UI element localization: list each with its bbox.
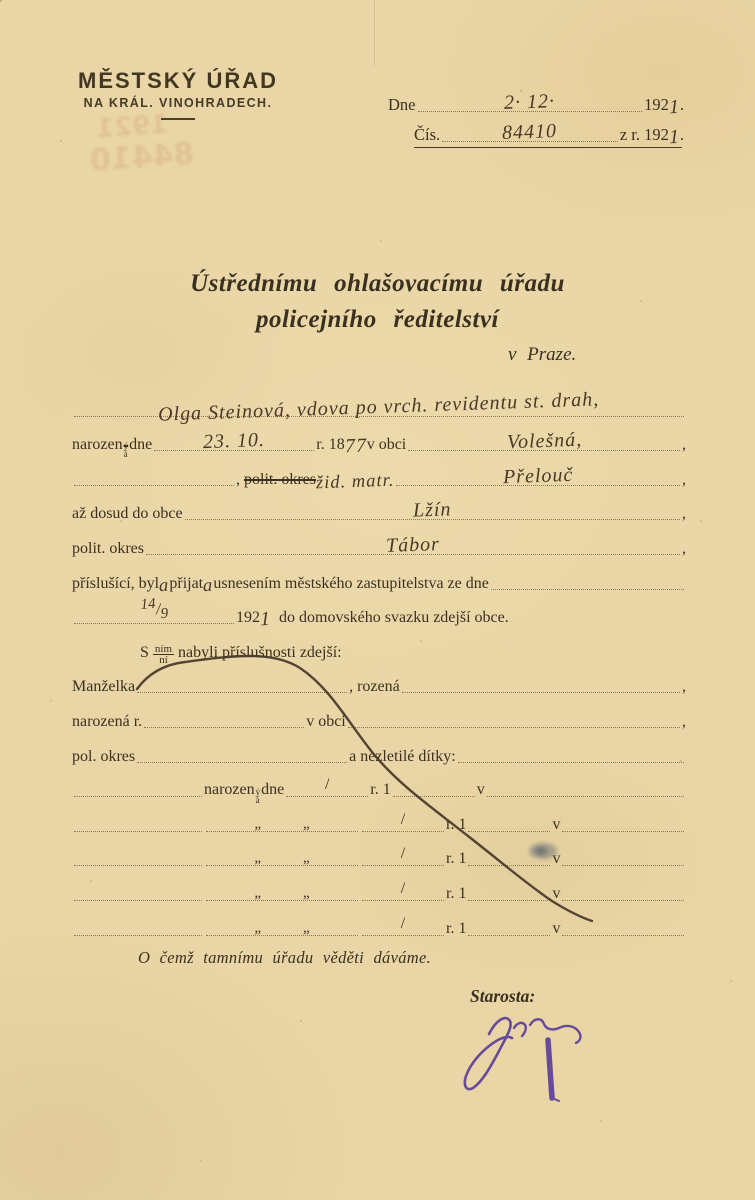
child-year-dotted <box>393 796 475 797</box>
decision-month: 9 <box>159 605 169 622</box>
ditto-cell <box>206 850 358 866</box>
wife-birth-year-dotted <box>144 727 304 728</box>
comma: , <box>682 539 686 557</box>
year-printed: 192 <box>644 95 669 114</box>
ghost-stamp-number: 84410 <box>88 136 196 179</box>
date-period: . <box>679 95 684 114</box>
ditto-cell <box>206 885 358 901</box>
birth-date-handwritten: 23. 10. <box>202 429 266 454</box>
ditto-mark: „ <box>303 815 310 832</box>
born-dne-label: dne <box>129 436 153 454</box>
child-year-dotted <box>468 831 550 832</box>
closing-sentence: O čemž tamnímu úřadu věděti dáváme. <box>138 947 432 967</box>
child-year-dotted <box>468 865 550 866</box>
resolution-text2: přijat <box>169 574 204 592</box>
signature-stroke-4 <box>548 1040 552 1098</box>
wife-birth-line <box>72 697 686 732</box>
district-handwritten: Přelouč <box>502 463 574 489</box>
district-dotted-mid <box>396 463 680 489</box>
form-body <box>72 386 686 968</box>
decision-date-handwritten <box>140 595 169 624</box>
wife-vobci-label: v obci <box>306 712 346 730</box>
decision-rest: do domovského svazku zdejší obce. <box>279 609 509 627</box>
zr-handwritten: 1 <box>668 125 681 149</box>
child-place-dotted <box>562 865 684 866</box>
comma: , <box>682 505 686 523</box>
ditto-mark: „ <box>303 919 310 936</box>
child-row-4 <box>72 870 686 905</box>
district-dotted-left <box>74 485 234 486</box>
polit-district-handwritten: Tábor <box>385 533 441 557</box>
file-number-handwritten: 84410 <box>502 120 558 144</box>
resolution-dotted <box>491 589 684 590</box>
polit-district-dotted <box>146 534 680 555</box>
signature-stroke-5 <box>552 1098 559 1101</box>
comma: , <box>682 470 686 488</box>
child-row-1 <box>72 767 686 806</box>
child-place-label: v <box>552 884 561 902</box>
decision-date-dotted <box>74 596 234 625</box>
resolution-line1 <box>72 559 686 594</box>
mayor-label: Starosta: <box>470 986 536 1006</box>
ditto-mark: „ <box>254 850 261 867</box>
child-place-dotted <box>562 900 684 901</box>
date-slash: / <box>400 914 406 932</box>
residence-line <box>72 490 686 525</box>
child-date-dotted <box>362 811 444 832</box>
child-dotted-a <box>74 935 202 936</box>
date-slash: / <box>400 845 406 863</box>
vobci-label: v obci <box>366 436 407 454</box>
child-place-label: v <box>552 850 561 868</box>
fold-crease <box>374 0 376 66</box>
born-suffix-male: ý <box>123 441 129 452</box>
birth-place-handwritten: Volešná, <box>506 428 583 454</box>
comma: , <box>682 436 686 454</box>
child-date-dotted <box>362 880 444 901</box>
ditto-mark: „ <box>303 884 310 901</box>
resolution-text3: usnesením městského zastupitelstva ze dne <box>213 574 489 592</box>
birth-year-label: r. 18 <box>316 436 345 454</box>
children-label: a nezletilé dítky: <box>349 747 456 765</box>
signature-stroke-2 <box>514 1023 526 1036</box>
wife-district-label: pol. okres <box>72 747 136 765</box>
date-slash: / <box>325 776 330 794</box>
snim-gender-options <box>153 644 174 665</box>
child-dotted-a <box>74 796 202 797</box>
wife-line <box>72 663 686 698</box>
wife-born-label: narozená r. <box>72 712 143 730</box>
residence-handwritten: Lžín <box>412 498 452 523</box>
name-dotted-line <box>74 387 684 426</box>
date-dotted-line <box>418 91 643 112</box>
snim-female: ní <box>159 653 168 666</box>
name-line <box>72 386 686 426</box>
snim-s: S <box>140 643 149 661</box>
snim-male: ním <box>154 642 173 655</box>
child-suffix-female: á <box>255 795 260 806</box>
child-place-dotted <box>487 796 684 797</box>
cis-dotted-line <box>442 121 618 142</box>
child-year-label: r. 1 <box>446 850 467 868</box>
file-number-underline <box>414 147 682 148</box>
signature-stroke-1 <box>465 1018 512 1089</box>
maiden-dotted <box>402 692 680 693</box>
registry-handwritten: žid. matr. <box>315 470 395 494</box>
polit-district-label: polit. okres <box>72 539 144 557</box>
ditto-cell <box>206 920 358 936</box>
wife-name-dotted <box>137 692 347 693</box>
children-dotted <box>458 762 684 763</box>
born-suffix-female: á <box>123 449 128 460</box>
child-row-5 <box>72 905 686 940</box>
child-place-label: v <box>476 781 485 799</box>
mayor-signature <box>465 1018 581 1101</box>
child-date-dotted <box>286 776 368 797</box>
title-line2: policejního ředitelství <box>255 306 499 333</box>
decision-day: 14 <box>139 595 156 613</box>
signature-stroke-3 <box>530 1019 580 1043</box>
date-slash: / <box>400 879 406 897</box>
decision-slash: / <box>154 600 161 618</box>
child-year-label: r. 1 <box>446 884 467 902</box>
office-location: NA KRÁL. VINOHRADECH. <box>83 96 273 110</box>
child-dotted-a <box>74 865 202 866</box>
wife-birth-place-dotted <box>348 727 680 728</box>
resolution-line2 <box>72 594 686 629</box>
maiden-label: , rozená <box>349 678 400 696</box>
polit-district-line <box>72 524 686 559</box>
ghost-stamp-year: 1921 <box>95 109 170 145</box>
child-dotted-a <box>74 900 202 901</box>
title-place: v Praze. <box>508 344 577 365</box>
snim-rest: nabyli příslušnosti zdejší: <box>178 643 342 661</box>
ditto-mark: „ <box>254 919 261 936</box>
birth-line <box>72 421 686 460</box>
birth-place-dotted <box>408 428 680 454</box>
date-line <box>388 86 684 119</box>
child-place-dotted <box>562 935 684 936</box>
comma: , <box>682 678 686 696</box>
name-handwritten: Olga Steinová, vdova po vrch. revidentu st. drah, <box>158 387 600 426</box>
zr-period: . <box>679 125 684 144</box>
child-year-dotted <box>468 900 550 901</box>
born-label: narozen <box>72 436 123 454</box>
title-line1: Ústřednímu ohlašovacímu úřadu <box>190 270 565 297</box>
file-number-line <box>414 116 684 149</box>
child-place-label: v <box>552 919 561 937</box>
residence-dotted <box>185 498 680 523</box>
child-suffix-male: ý <box>255 787 261 798</box>
zr-label: z r. 192 <box>619 125 669 144</box>
birth-date-dotted <box>154 429 314 454</box>
date-handwritten: 2· 12· <box>503 90 556 114</box>
letterhead <box>78 68 278 120</box>
child-year-dotted <box>468 935 550 936</box>
child-born-label: narozen <box>204 781 255 799</box>
office-name: MĚSTSKÝ ÚŘAD <box>78 68 279 93</box>
wife-label: Manželka <box>72 678 136 696</box>
child-row-3 <box>72 836 686 871</box>
ditto-cell <box>206 816 358 832</box>
inserted-a2: a <box>202 575 214 596</box>
child-year-label: r. 1 <box>446 815 467 833</box>
acquired-line <box>72 628 686 666</box>
child-place-label: v <box>552 815 561 833</box>
year-handwritten: 1 <box>668 95 681 119</box>
decision-year-handwritten: 1 <box>259 607 272 631</box>
cis-label: Čís. <box>414 125 441 144</box>
birth-year-handwritten: 77 <box>344 434 368 458</box>
paper-speckles <box>0 0 2 2</box>
spacer <box>271 609 279 628</box>
child-date-dotted <box>362 915 444 936</box>
comma: , <box>682 712 686 730</box>
decision-year-printed: 192 <box>236 609 260 627</box>
dne-label: Dne <box>388 95 416 114</box>
child-row-2 <box>72 801 686 836</box>
child-date-dotted <box>362 845 444 866</box>
ditto-mark: „ <box>254 815 261 832</box>
addressee-title <box>0 266 755 338</box>
ditto-mark: „ <box>254 884 261 901</box>
wife-district-line <box>72 732 686 767</box>
date-slash: / <box>400 810 406 828</box>
residence-label: až dosud do obce <box>72 505 183 523</box>
okres-comma: , <box>236 470 244 488</box>
child-year-label: r. 1 <box>446 919 467 937</box>
district-line <box>72 455 686 494</box>
resolution-text1: příslušící, byl <box>72 574 160 592</box>
child-dotted-a <box>74 831 202 832</box>
wife-district-dotted <box>137 762 347 763</box>
child-year-label: r. 1 <box>370 781 391 799</box>
child-place-dotted <box>562 831 684 832</box>
ditto-mark: „ <box>303 850 310 867</box>
letterhead-rule <box>161 118 195 120</box>
okres-struck-label: polit. okres <box>244 470 316 488</box>
inserted-a1: a <box>158 575 170 596</box>
child-dne-label: dne <box>261 781 285 799</box>
date-number-block <box>388 86 684 148</box>
